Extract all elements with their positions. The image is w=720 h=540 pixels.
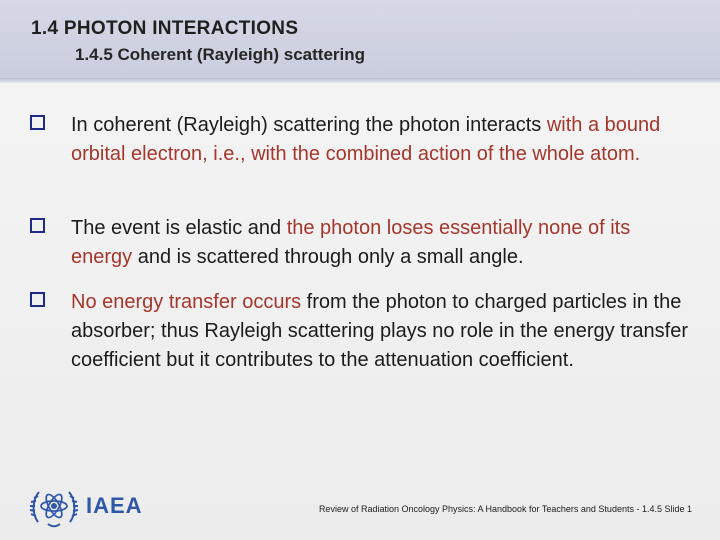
hollow-square-bullet-icon [30, 292, 45, 307]
subsection-title: 1.4.5 Coherent (Rayleigh) scattering [75, 45, 366, 64]
bullet-text [71, 288, 691, 375]
iaea-logo [28, 482, 156, 530]
highlighted-text-segment: No energy transfer occurs [71, 291, 302, 313]
hollow-square-bullet-icon [30, 115, 45, 130]
title-bar [0, 0, 720, 78]
footer-citation: Review of Radiation Oncology Physics: A Handbook for Teachers and Students - 1.4.5 Slide 1 [318, 504, 692, 514]
title-bar-divider [0, 78, 720, 83]
bullet-text-segment: In coherent (Rayleigh) scattering the photon interacts [71, 114, 547, 136]
highlighted-text-segment: with a bound orbital electron, i.e., with the combined action of the whole atom. [71, 114, 661, 165]
bullet-text [71, 111, 691, 169]
highlighted-text-segment: the photon loses essentially none of its energy [71, 217, 631, 268]
bullet-text-segment: from the photon to charged particles in the absorber; thus Rayleigh scattering plays no role in the energy transfer coefficient but it contributes to the attenuation coefficient. [71, 291, 689, 371]
bullet-text-segment: The event is elastic and [71, 217, 287, 239]
bullet-text-segment: and is scattered through only a small angle. [132, 246, 524, 268]
section-title: 1.4 PHOTON INTERACTIONS [31, 18, 299, 39]
hollow-square-bullet-icon [30, 218, 45, 233]
atom-laurel-icon [28, 482, 80, 530]
organization-name: IAEA [86, 493, 143, 518]
bullet-text [71, 214, 691, 272]
